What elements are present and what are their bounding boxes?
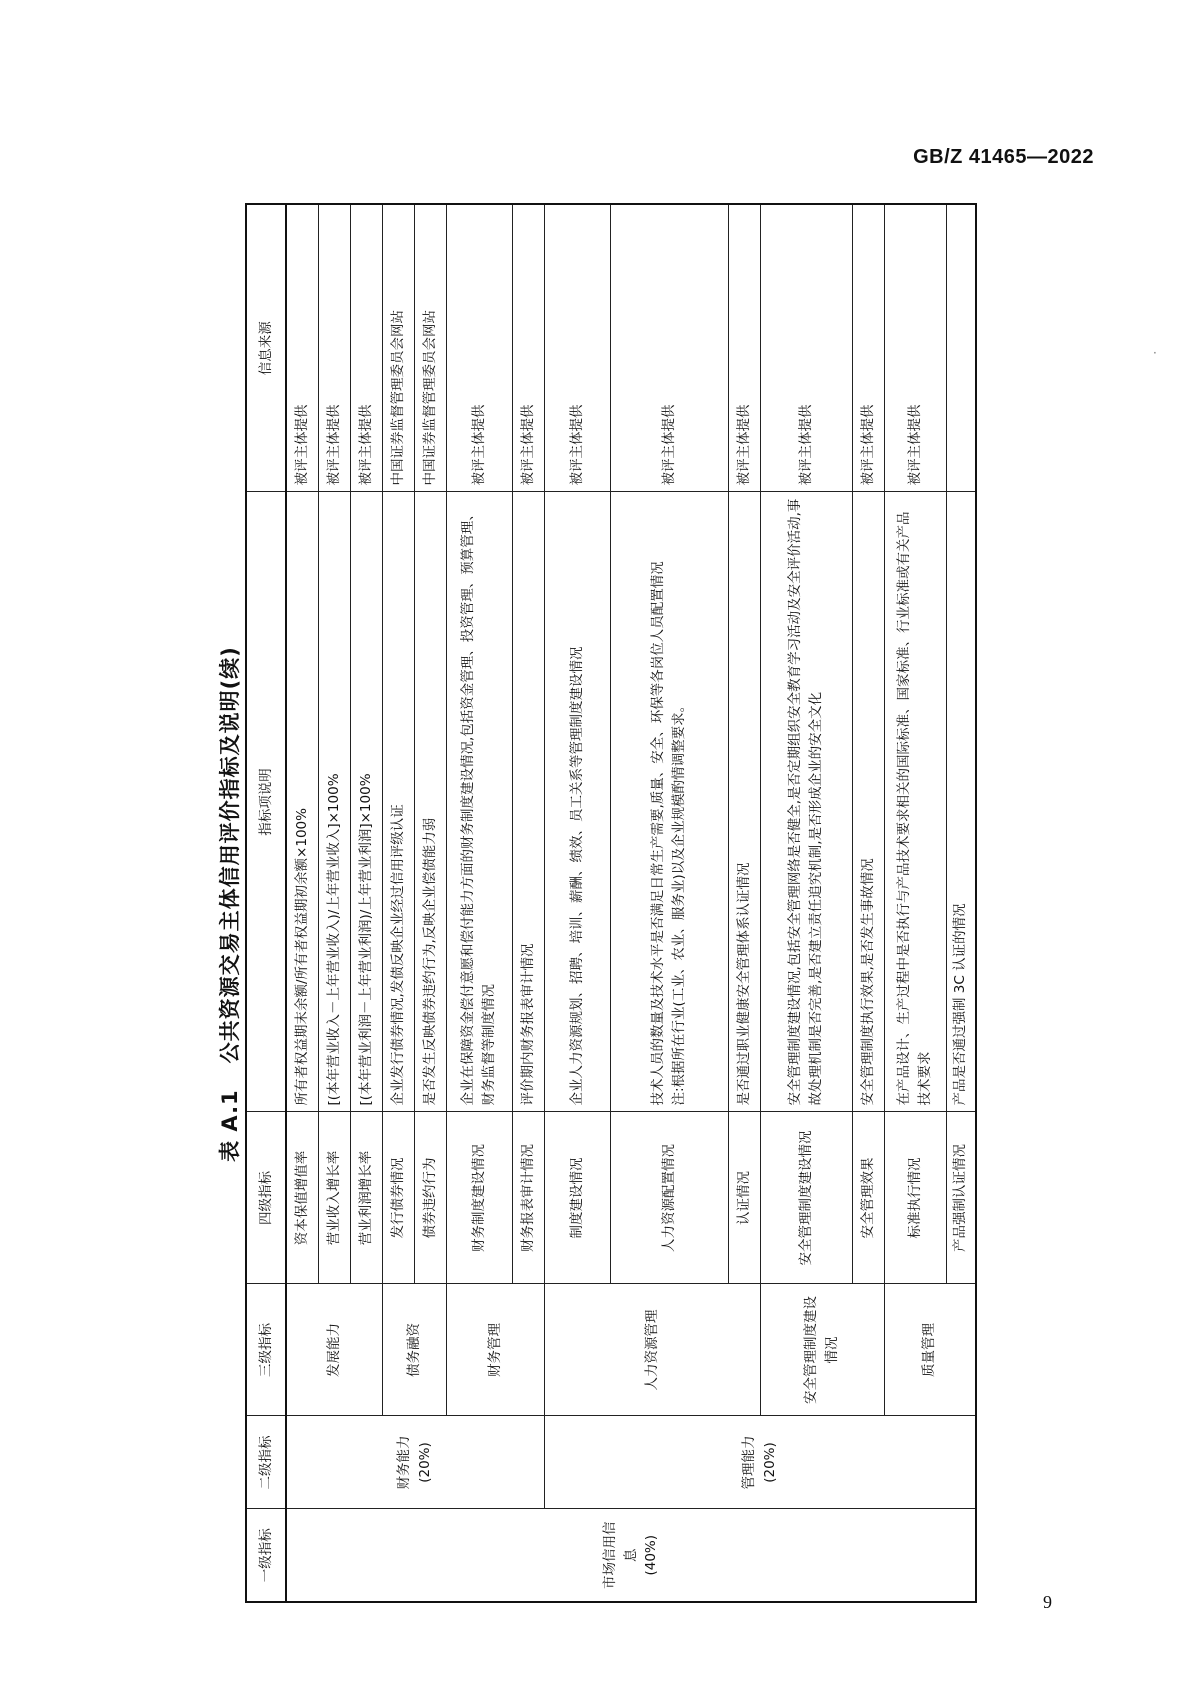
description-cell: 评价期内财务报表审计情况 xyxy=(512,492,544,1112)
level1-cell: 市场信用信息 (40%) xyxy=(286,1509,976,1602)
source-cell: 被评主体提供 xyxy=(760,204,852,492)
table-caption-label: 表 A.1 xyxy=(218,1089,242,1162)
source-cell: 被评主体提供 xyxy=(610,204,728,492)
description-cell: 企业人力资源规划、招聘、培训、薪酬、绩效、员工关系等管理制度建设情况 xyxy=(544,492,610,1112)
table-caption xyxy=(214,205,244,1603)
rotated-table-region xyxy=(211,205,982,1603)
level4-cell: 财务制度建设情况 xyxy=(446,1112,512,1284)
level3-cell: 债务融资 xyxy=(382,1284,446,1416)
source-cell: 被评主体提供 xyxy=(852,204,884,492)
description-cell: 在产品设计、生产过程中是否执行与产品技术要求相关的国际标准、国家标准、行业标准或有关产品技术要求 xyxy=(884,492,946,1112)
level4-cell: 发行债券情况 xyxy=(382,1112,414,1284)
description-cell: [(本年营业利润－上年营业利润)/上年营业利润]×100% xyxy=(350,492,382,1112)
table-row xyxy=(884,204,946,1602)
source-cell: 中国证券监督管理委员会网站 xyxy=(382,204,414,492)
description-cell: 安全管理制度建设情况,包括安全管理网络是否健全,是否定期组织安全教育学习活动及安全评价活动,事故处理机制是否完善,是否建立责任追究机制,是否形成企业的安全文化 xyxy=(760,492,852,1112)
header-level4: 四级指标 xyxy=(246,1112,286,1284)
table-row xyxy=(382,204,414,1602)
description-cell: 所有者权益期末余额/所有者权益期初余额×100% xyxy=(286,492,318,1112)
description-cell: 是否通过职业健康安全管理体系认证情况 xyxy=(728,492,760,1112)
level4-cell: 安全管理效果 xyxy=(852,1112,884,1284)
header-level1: 一级指标 xyxy=(246,1509,286,1602)
indicator-table xyxy=(245,203,977,1603)
source-cell xyxy=(946,204,976,492)
description-cell: [(本年营业收入－上年营业收入)/上年营业收入]×100% xyxy=(318,492,350,1112)
level4-cell: 安全管理制度建设情况 xyxy=(760,1112,852,1284)
level3-cell: 财务管理 xyxy=(446,1284,544,1416)
description-cell: 是否发生反映债券违约行为,反映企业偿债能力弱 xyxy=(414,492,446,1112)
level4-cell: 标准执行情况 xyxy=(884,1112,946,1284)
page-number: 9 xyxy=(1043,1592,1052,1612)
source-cell: 中国证券监督管理委员会网站 xyxy=(414,204,446,492)
level3-cell: 质量管理 xyxy=(884,1284,976,1416)
level3-cell: 人力资源管理 xyxy=(544,1284,760,1416)
source-cell: 被评主体提供 xyxy=(350,204,382,492)
header-description: 指标项说明 xyxy=(246,492,286,1112)
level4-cell: 营业利润增长率 xyxy=(350,1112,382,1284)
level4-cell: 认证情况 xyxy=(728,1112,760,1284)
description-cell: 产品是否通过强制 3C 认证的情况 xyxy=(946,492,976,1112)
level4-cell: 债券违约行为 xyxy=(414,1112,446,1284)
level3-cell: 发展能力 xyxy=(286,1284,382,1416)
source-cell: 被评主体提供 xyxy=(512,204,544,492)
source-cell: 被评主体提供 xyxy=(446,204,512,492)
description-cell: 企业发行债券情况,发债反映企业经过信用评级认证 xyxy=(382,492,414,1112)
standard-number: GB/Z 41465—2022 xyxy=(913,146,1094,168)
table-row xyxy=(544,204,610,1602)
description-cell: 技术人员的数量及技术水平是否满足日常生产需要,质量、安全、环保等各岗位人员配置情况 注:根据所在行业(工业、农业、服务业)以及企业规模酌情调整要求。 xyxy=(610,492,728,1112)
table-row xyxy=(286,204,318,1602)
scan-mark: · xyxy=(1153,346,1157,360)
table-row xyxy=(446,204,512,1602)
level4-cell: 产品强制认证情况 xyxy=(946,1112,976,1284)
level4-cell: 人力资源配置情况 xyxy=(610,1112,728,1284)
level3-cell: 安全管理制度建设情况 xyxy=(760,1284,884,1416)
header-level2: 二级指标 xyxy=(246,1416,286,1509)
header-source: 信息来源 xyxy=(246,204,286,492)
source-cell: 被评主体提供 xyxy=(286,204,318,492)
table-caption-title: 公共资源交易主体信用评价指标及说明(续) xyxy=(218,646,242,1064)
level4-cell: 制度建设情况 xyxy=(544,1112,610,1284)
header-level3: 三级指标 xyxy=(246,1284,286,1416)
source-cell: 被评主体提供 xyxy=(728,204,760,492)
source-cell: 被评主体提供 xyxy=(318,204,350,492)
source-cell: 被评主体提供 xyxy=(544,204,610,492)
level4-cell: 资本保值增值率 xyxy=(286,1112,318,1284)
level4-cell: 财务报表审计情况 xyxy=(512,1112,544,1284)
level2-cell-management: 管理能力 (20%) xyxy=(544,1416,976,1509)
level2-cell-finance: 财务能力 (20%) xyxy=(286,1416,544,1509)
description-cell: 安全管理制度执行效果,是否发生事故情况 xyxy=(852,492,884,1112)
source-cell: 被评主体提供 xyxy=(884,204,946,492)
table-header-row xyxy=(246,204,286,1602)
table-row xyxy=(760,204,852,1602)
description-cell: 企业在保障资金偿付意愿和偿付能力方面的财务制度建设情况,包括资金管理、投资管理、预算管理、财务监督等制度情况 xyxy=(446,492,512,1112)
level4-cell: 营业收入增长率 xyxy=(318,1112,350,1284)
